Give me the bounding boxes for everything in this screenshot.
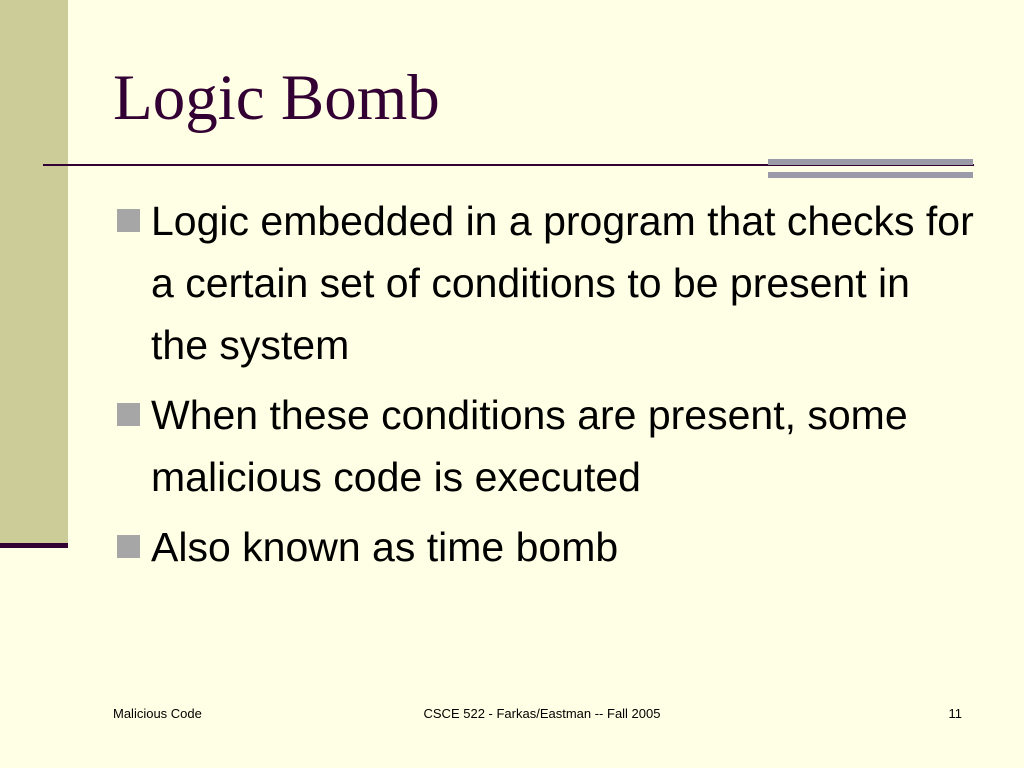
- divider-accent: [768, 159, 973, 178]
- footer-course-info: CSCE 522 - Farkas/Eastman -- Fall 2005: [423, 706, 661, 721]
- square-bullet-icon: [117, 535, 140, 558]
- bullet-item: [117, 516, 977, 578]
- square-bullet-icon: [117, 209, 140, 232]
- bullet-text: When these conditions are present, some malicious code is executed: [151, 392, 908, 500]
- footer-course-topic: Malicious Code: [113, 706, 202, 721]
- bullet-list: [117, 190, 977, 586]
- slide-title: Logic Bomb: [113, 62, 440, 134]
- side-accent-line: [0, 543, 68, 548]
- bullet-item: [117, 384, 977, 508]
- footer-page-number: 11: [948, 706, 962, 721]
- bullet-item: [117, 190, 977, 376]
- square-bullet-icon: [117, 403, 140, 426]
- bullet-text: Also known as time bomb: [151, 524, 619, 570]
- side-band: [0, 0, 68, 545]
- bullet-text: Logic embedded in a program that checks for a certain set of conditions to be present in the system: [151, 198, 974, 368]
